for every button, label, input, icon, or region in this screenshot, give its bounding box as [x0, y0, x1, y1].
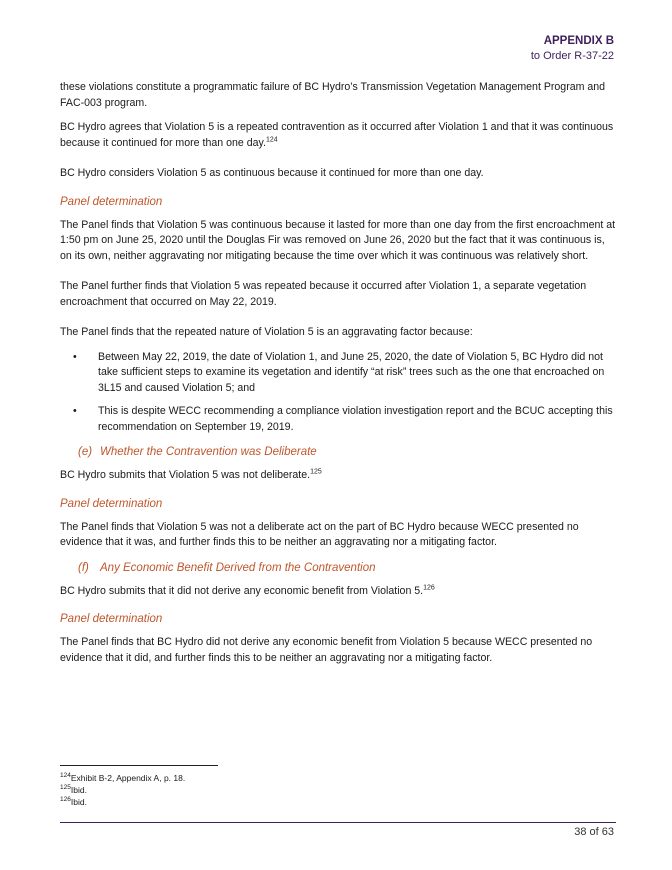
section-e-heading — [60, 445, 616, 460]
footnote: $^{124}$Exhibit B-2, Appendix A, p. 18. — [60, 772, 186, 783]
section-label: (f) — [78, 561, 89, 574]
panel-determination-heading: Panel determination — [60, 195, 163, 208]
footer-divider — [60, 822, 616, 823]
footnote-divider — [60, 765, 218, 766]
section-label: (e) — [78, 446, 93, 458]
section-title: Whether the Contravention was Deliberate — [100, 446, 317, 458]
paragraph: BC Hydro agrees that Violation 5 is a repeated contravention as it occurred after Violation 1 and that it was continuous because it continued for more than one day.$^{124}$ — [60, 121, 614, 149]
footnote-ref[interactable]: 124 — [265, 135, 278, 143]
footnotes — [60, 772, 185, 808]
paragraph: The Panel finds that the repeated nature of Violation 5 is an aggravating factor because: — [60, 326, 473, 338]
order-reference: to Order R-37-22 — [530, 50, 614, 62]
panel-determination-heading: Panel determination — [60, 613, 163, 625]
footnote-ref[interactable]: 125 — [310, 468, 322, 476]
paragraph: BC Hydro submits that Violation 5 was not deliberate.$^{125}$ — [60, 468, 322, 481]
list-item: • This is despite WECC recommending a compliance violation investigation report and the BCUC accepting this recommendation on September 19, 2019. — [73, 405, 613, 433]
panel-determination-heading: Panel determination — [60, 497, 163, 510]
footnote: $^{126}$Ibid. — [60, 796, 87, 807]
paragraph: these violations constitute a programmatic failure of BC Hydro’s Transmission Vegetation Management Program and FAC-003 program. — [60, 81, 606, 109]
page-number: 38 of 63 — [574, 826, 614, 838]
appendix-title: APPENDIX B — [543, 35, 614, 47]
document-body — [60, 80, 616, 675]
list-item: • Between May 22, 2019, the date of Violation 1, and June 25, 2020, the date of Violation 5, BC Hydro did not take sufficient steps to examine its vegetation and identify “at risk” trees such as the one that encroached on 3L15 and caused Violation 5; and — [73, 350, 605, 394]
footnote: $^{125}$Ibid. — [60, 784, 87, 795]
bullet-list — [60, 350, 616, 436]
paragraph: BC Hydro considers Violation 5 as continuous because it continued for more than one day. — [60, 167, 484, 179]
page-header — [531, 34, 614, 64]
section-f-heading — [60, 561, 616, 576]
footnote-ref[interactable]: 126 — [423, 583, 435, 591]
paragraph: The Panel further finds that Violation 5 was repeated because it occurred after Violation 1, a separate vegetation encroachment that occurred on May 22, 2019. — [60, 280, 587, 308]
paragraph: The Panel finds that BC Hydro did not derive any economic benefit from Violation 5 because WECC presented no evidence that it did, and further finds this to be neither an aggravating nor a mitigating factor. — [60, 636, 593, 664]
paragraph: The Panel finds that Violation 5 was not a deliberate act on the part of BC Hydro because WECC presented no evidence that it was, and further finds this to be neither an aggravating nor a mitigating factor. — [60, 520, 579, 548]
paragraph: The Panel finds that Violation 5 was continuous because it lasted for more than one day from the first encroachment at 1:50 pm on June 25, 2020 until the Douglas Fir was removed on June 26, 2020 but the fact that it was continuous is, on its own, neither aggravating nor mitigating because the time over which it was continuous was relatively short. — [60, 218, 616, 262]
section-title: Any Economic Benefit Derived from the Contravention — [100, 561, 376, 574]
bullet-icon: • — [73, 405, 77, 417]
paragraph: BC Hydro submits that it did not derive any economic benefit from Violation 5.$^{126}$ — [60, 583, 435, 597]
bullet-icon: • — [73, 350, 77, 363]
